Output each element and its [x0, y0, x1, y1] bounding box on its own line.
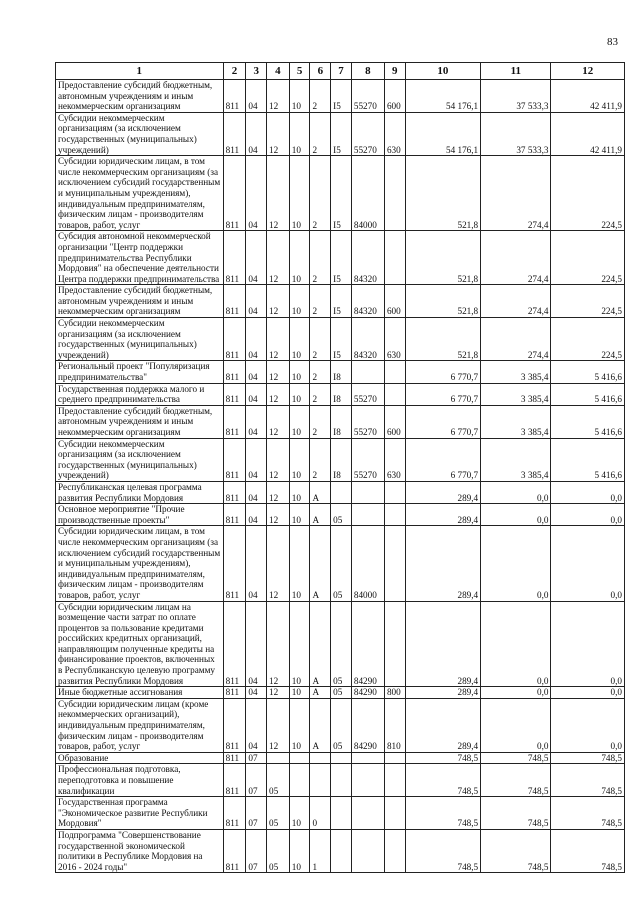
- expense-type-code: [384, 797, 405, 830]
- amount-year-2: 748,5: [481, 764, 551, 797]
- event-code: I5: [331, 318, 352, 361]
- subprogram-code: 0: [310, 797, 331, 830]
- program-code: 10: [289, 526, 310, 601]
- program-code: 10: [289, 285, 310, 318]
- direction-code: 84320: [351, 285, 384, 318]
- amount-year-3: 0,0: [551, 698, 625, 752]
- row-description: Предоставление субсидий бюджетным, автономным учреждениям и иным некоммерческим организациям: [56, 80, 224, 113]
- amount-year-1: 521,8: [405, 156, 481, 231]
- subsection-code: 05: [267, 829, 290, 872]
- amount-year-3: 42 411,9: [551, 112, 625, 155]
- table-row: [56, 361, 625, 383]
- row-description: Предоставление субсидий бюджетным, автономным учреждениям и иным некоммерческим организациям: [56, 285, 224, 318]
- section-code: 04: [246, 285, 267, 318]
- amount-year-3: 0,0: [551, 504, 625, 526]
- expense-type-code: [384, 752, 405, 764]
- section-code: 04: [246, 383, 267, 405]
- amount-year-1: 521,8: [405, 318, 481, 361]
- admin-code: 811: [223, 601, 246, 687]
- budget-table: [55, 62, 625, 873]
- amount-year-1: 521,8: [405, 285, 481, 318]
- section-code: 04: [246, 481, 267, 503]
- program-code: 10: [289, 481, 310, 503]
- section-code: 04: [246, 504, 267, 526]
- col-header: 5: [289, 63, 310, 80]
- admin-code: 811: [223, 156, 246, 231]
- amount-year-1: 521,8: [405, 231, 481, 285]
- expense-type-code: 600: [384, 405, 405, 438]
- table-row: [56, 526, 625, 601]
- amount-year-3: 42 411,9: [551, 80, 625, 113]
- row-description: Основное мероприятие "Прочие производственные проекты": [56, 504, 224, 526]
- admin-code: 811: [223, 231, 246, 285]
- subprogram-code: 2: [310, 156, 331, 231]
- amount-year-1: 6 770,7: [405, 383, 481, 405]
- row-description: Субсидии некоммерческим организациям (за исключением государственных (муниципальных) учреждений): [56, 318, 224, 361]
- row-description: Предоставление субсидий бюджетным, автономным учреждениям и иным некоммерческим организациям: [56, 405, 224, 438]
- direction-code: 84000: [351, 156, 384, 231]
- expense-type-code: 600: [384, 80, 405, 113]
- page-number: 83: [607, 36, 618, 48]
- section-code: 04: [246, 438, 267, 481]
- program-code: 10: [289, 438, 310, 481]
- amount-year-2: 3 385,4: [481, 361, 551, 383]
- subprogram-code: А: [310, 687, 331, 699]
- section-code: 04: [246, 601, 267, 687]
- table-row: [56, 80, 625, 113]
- program-code: 10: [289, 361, 310, 383]
- subsection-code: 12: [267, 80, 290, 113]
- event-code: I5: [331, 80, 352, 113]
- subsection-code: 12: [267, 526, 290, 601]
- subsection-code: 12: [267, 405, 290, 438]
- admin-code: 811: [223, 361, 246, 383]
- section-code: 04: [246, 687, 267, 699]
- amount-year-2: 274,4: [481, 231, 551, 285]
- amount-year-3: 224,5: [551, 156, 625, 231]
- subprogram-code: 2: [310, 361, 331, 383]
- expense-type-code: 600: [384, 285, 405, 318]
- program-code: 10: [289, 318, 310, 361]
- direction-code: 55270: [351, 112, 384, 155]
- header-row: [56, 63, 625, 80]
- program-code: 10: [289, 829, 310, 872]
- amount-year-1: 289,4: [405, 601, 481, 687]
- row-description: Субсидии юридическим лицам, в том числе некоммерческим организациям (за исключением субсидий государственным и муниципальным учреждениям), индивидуальным предпринимателям, физическим лицам - производителям товаров, работ, услуг: [56, 156, 224, 231]
- program-code: 10: [289, 156, 310, 231]
- event-code: 05: [331, 698, 352, 752]
- direction-code: 55270: [351, 405, 384, 438]
- col-header: 12: [551, 63, 625, 80]
- program-code: 10: [289, 797, 310, 830]
- amount-year-2: 37 533,3: [481, 80, 551, 113]
- section-code: 04: [246, 80, 267, 113]
- section-code: 04: [246, 231, 267, 285]
- subprogram-code: 2: [310, 383, 331, 405]
- admin-code: 811: [223, 504, 246, 526]
- amount-year-1: 748,5: [405, 829, 481, 872]
- section-code: 07: [246, 764, 267, 797]
- amount-year-3: 0,0: [551, 687, 625, 699]
- subprogram-code: А: [310, 601, 331, 687]
- amount-year-2: 748,5: [481, 797, 551, 830]
- amount-year-1: 6 770,7: [405, 405, 481, 438]
- expense-type-code: 800: [384, 687, 405, 699]
- table-row: [56, 687, 625, 699]
- row-description: Государственная поддержка малого и среднего предпринимательства: [56, 383, 224, 405]
- section-code: 04: [246, 361, 267, 383]
- admin-code: 811: [223, 698, 246, 752]
- amount-year-2: 748,5: [481, 752, 551, 764]
- subprogram-code: 2: [310, 285, 331, 318]
- admin-code: 811: [223, 481, 246, 503]
- table-row: [56, 698, 625, 752]
- subsection-code: 12: [267, 318, 290, 361]
- amount-year-3: 224,5: [551, 285, 625, 318]
- amount-year-3: 0,0: [551, 481, 625, 503]
- amount-year-2: 0,0: [481, 504, 551, 526]
- table-row: [56, 318, 625, 361]
- row-description: Образование: [56, 752, 224, 764]
- expense-type-code: [384, 526, 405, 601]
- admin-code: 811: [223, 405, 246, 438]
- expense-type-code: [384, 231, 405, 285]
- section-code: 04: [246, 112, 267, 155]
- subprogram-code: А: [310, 526, 331, 601]
- amount-year-2: 0,0: [481, 698, 551, 752]
- table-row: [56, 764, 625, 797]
- amount-year-3: 748,5: [551, 764, 625, 797]
- amount-year-3: 5 416,6: [551, 438, 625, 481]
- table-row: [56, 156, 625, 231]
- row-description: Субсидии некоммерческим организациям (за исключением государственных (муниципальных) учреждений): [56, 438, 224, 481]
- expense-type-code: 810: [384, 698, 405, 752]
- direction-code: [351, 797, 384, 830]
- direction-code: [351, 752, 384, 764]
- event-code: I8: [331, 405, 352, 438]
- section-code: 07: [246, 797, 267, 830]
- table-row: [56, 112, 625, 155]
- admin-code: 811: [223, 438, 246, 481]
- admin-code: 811: [223, 318, 246, 361]
- admin-code: 811: [223, 112, 246, 155]
- amount-year-3: 0,0: [551, 601, 625, 687]
- subsection-code: 05: [267, 764, 290, 797]
- amount-year-2: 748,5: [481, 829, 551, 872]
- subsection-code: 12: [267, 687, 290, 699]
- row-description: Субсидии юридическим лицам на возмещение части затрат по оплате процентов за пользование кредитами российских кредитных организаций, направляющим полученные кредиты на финансирование проектов, включенных в Республиканскую целевую программу развития Республики Мордовия: [56, 601, 224, 687]
- section-code: 04: [246, 698, 267, 752]
- section-code: 04: [246, 156, 267, 231]
- table-row: [56, 752, 625, 764]
- expense-type-code: [384, 361, 405, 383]
- subsection-code: 12: [267, 156, 290, 231]
- section-code: 07: [246, 829, 267, 872]
- direction-code: [351, 764, 384, 797]
- amount-year-2: 0,0: [481, 687, 551, 699]
- amount-year-3: 5 416,6: [551, 383, 625, 405]
- direction-code: 84320: [351, 231, 384, 285]
- event-code: [331, 829, 352, 872]
- subprogram-code: 2: [310, 405, 331, 438]
- subsection-code: 12: [267, 285, 290, 318]
- expense-type-code: [384, 764, 405, 797]
- expense-type-code: [384, 829, 405, 872]
- expense-type-code: 630: [384, 112, 405, 155]
- table-row: [56, 231, 625, 285]
- program-code: 10: [289, 405, 310, 438]
- program-code: 10: [289, 231, 310, 285]
- row-description: Профессиональная подготовка, переподготовка и повышение квалификации: [56, 764, 224, 797]
- direction-code: [351, 361, 384, 383]
- direction-code: 55270: [351, 80, 384, 113]
- event-code: [331, 481, 352, 503]
- row-description: Подпрограмма "Совершенствование государственной экономической политики в Республике Мордовия на 2016 - 2024 годы": [56, 829, 224, 872]
- amount-year-1: 748,5: [405, 764, 481, 797]
- table-row: [56, 438, 625, 481]
- event-code: [331, 797, 352, 830]
- table-row: [56, 405, 625, 438]
- program-code: [289, 764, 310, 797]
- admin-code: 811: [223, 687, 246, 699]
- amount-year-1: 289,4: [405, 526, 481, 601]
- direction-code: 55270: [351, 383, 384, 405]
- direction-code: 84320: [351, 318, 384, 361]
- table-row: [56, 285, 625, 318]
- col-header: 8: [351, 63, 384, 80]
- section-code: 04: [246, 318, 267, 361]
- direction-code: 84290: [351, 698, 384, 752]
- direction-code: [351, 481, 384, 503]
- direction-code: 84290: [351, 687, 384, 699]
- subsection-code: [267, 752, 290, 764]
- program-code: 10: [289, 383, 310, 405]
- row-description: Субсидия автономной некоммерческой организации "Центр поддержки предпринимательства Республики Мордовия" на обеспечение деятельности Центра поддержки предпринимательства: [56, 231, 224, 285]
- col-header: 11: [481, 63, 551, 80]
- program-code: 10: [289, 504, 310, 526]
- amount-year-2: 0,0: [481, 481, 551, 503]
- amount-year-2: 274,4: [481, 285, 551, 318]
- amount-year-2: 3 385,4: [481, 405, 551, 438]
- row-description: Иные бюджетные ассигнования: [56, 687, 224, 699]
- program-code: 10: [289, 601, 310, 687]
- section-code: 04: [246, 405, 267, 438]
- admin-code: 811: [223, 797, 246, 830]
- col-header: 9: [384, 63, 405, 80]
- subsection-code: 12: [267, 481, 290, 503]
- admin-code: 811: [223, 383, 246, 405]
- expense-type-code: 630: [384, 318, 405, 361]
- row-description: Республиканская целевая программа развития Республики Мордовия: [56, 481, 224, 503]
- amount-year-3: 5 416,6: [551, 405, 625, 438]
- admin-code: 811: [223, 752, 246, 764]
- amount-year-1: 6 770,7: [405, 438, 481, 481]
- event-code: 05: [331, 601, 352, 687]
- direction-code: 84000: [351, 526, 384, 601]
- amount-year-1: 748,5: [405, 797, 481, 830]
- section-code: 07: [246, 752, 267, 764]
- subprogram-code: А: [310, 481, 331, 503]
- subsection-code: 12: [267, 698, 290, 752]
- event-code: 05: [331, 504, 352, 526]
- subsection-code: 12: [267, 361, 290, 383]
- subprogram-code: 2: [310, 112, 331, 155]
- amount-year-1: 748,5: [405, 752, 481, 764]
- expense-type-code: [384, 504, 405, 526]
- event-code: I5: [331, 285, 352, 318]
- subsection-code: 12: [267, 601, 290, 687]
- section-code: 04: [246, 526, 267, 601]
- program-code: 10: [289, 698, 310, 752]
- event-code: [331, 764, 352, 797]
- event-code: I8: [331, 438, 352, 481]
- table-row: [56, 504, 625, 526]
- amount-year-1: 289,4: [405, 687, 481, 699]
- amount-year-3: 748,5: [551, 797, 625, 830]
- event-code: 05: [331, 687, 352, 699]
- amount-year-3: 224,5: [551, 318, 625, 361]
- amount-year-3: 5 416,6: [551, 361, 625, 383]
- amount-year-2: 274,4: [481, 156, 551, 231]
- expense-type-code: [384, 156, 405, 231]
- event-code: I8: [331, 383, 352, 405]
- amount-year-3: 0,0: [551, 526, 625, 601]
- amount-year-1: 54 176,1: [405, 80, 481, 113]
- program-code: 10: [289, 80, 310, 113]
- admin-code: 811: [223, 526, 246, 601]
- row-description: Региональный проект "Популяризация предпринимательства": [56, 361, 224, 383]
- amount-year-1: 6 770,7: [405, 361, 481, 383]
- amount-year-2: 0,0: [481, 601, 551, 687]
- subsection-code: 12: [267, 504, 290, 526]
- expense-type-code: [384, 383, 405, 405]
- table-row: [56, 829, 625, 872]
- admin-code: 811: [223, 80, 246, 113]
- row-description: Государственная программа "Экономическое развитие Республики Мордовия": [56, 797, 224, 830]
- amount-year-1: 289,4: [405, 698, 481, 752]
- subprogram-code: 2: [310, 438, 331, 481]
- col-header: 1: [56, 63, 224, 80]
- amount-year-3: 748,5: [551, 752, 625, 764]
- program-code: [289, 752, 310, 764]
- subsection-code: 12: [267, 231, 290, 285]
- direction-code: [351, 829, 384, 872]
- subprogram-code: [310, 752, 331, 764]
- program-code: 10: [289, 112, 310, 155]
- expense-type-code: 630: [384, 438, 405, 481]
- table-row: [56, 383, 625, 405]
- amount-year-2: 0,0: [481, 526, 551, 601]
- subprogram-code: 1: [310, 829, 331, 872]
- subsection-code: 12: [267, 112, 290, 155]
- amount-year-1: 54 176,1: [405, 112, 481, 155]
- admin-code: 811: [223, 285, 246, 318]
- amount-year-3: 224,5: [551, 231, 625, 285]
- subsection-code: 05: [267, 797, 290, 830]
- amount-year-1: 289,4: [405, 504, 481, 526]
- amount-year-2: 37 533,3: [481, 112, 551, 155]
- col-header: 4: [267, 63, 290, 80]
- event-code: I5: [331, 112, 352, 155]
- row-description: Субсидии некоммерческим организациям (за исключением государственных (муниципальных) учреждений): [56, 112, 224, 155]
- event-code: 05: [331, 526, 352, 601]
- col-header: 10: [405, 63, 481, 80]
- direction-code: 84290: [351, 601, 384, 687]
- event-code: [331, 752, 352, 764]
- subprogram-code: А: [310, 698, 331, 752]
- amount-year-2: 274,4: [481, 318, 551, 361]
- subprogram-code: 2: [310, 231, 331, 285]
- subprogram-code: 2: [310, 80, 331, 113]
- expense-type-code: [384, 481, 405, 503]
- expense-type-code: [384, 601, 405, 687]
- amount-year-2: 3 385,4: [481, 438, 551, 481]
- col-header: 2: [223, 63, 246, 80]
- event-code: I5: [331, 156, 352, 231]
- amount-year-2: 3 385,4: [481, 383, 551, 405]
- subprogram-code: [310, 764, 331, 797]
- col-header: 6: [310, 63, 331, 80]
- subsection-code: 12: [267, 383, 290, 405]
- table-row: [56, 797, 625, 830]
- row-description: Субсидии юридическим лицам (кроме некоммерческих организаций), индивидуальным предпринимателям, физическим лицам - производителям товаров, работ, услуг: [56, 698, 224, 752]
- direction-code: [351, 504, 384, 526]
- col-header: 7: [331, 63, 352, 80]
- event-code: I5: [331, 231, 352, 285]
- subsection-code: 12: [267, 438, 290, 481]
- admin-code: 811: [223, 764, 246, 797]
- event-code: I8: [331, 361, 352, 383]
- amount-year-3: 748,5: [551, 829, 625, 872]
- amount-year-1: 289,4: [405, 481, 481, 503]
- direction-code: 55270: [351, 438, 384, 481]
- admin-code: 811: [223, 829, 246, 872]
- subprogram-code: 2: [310, 318, 331, 361]
- row-description: Субсидии юридическим лицам, в том числе некоммерческим организациям (за исключением субсидий государственным и муниципальным учреждениям), индивидуальным предпринимателям, физическим лицам - производителям товаров, работ, услуг: [56, 526, 224, 601]
- subprogram-code: А: [310, 504, 331, 526]
- table-row: [56, 481, 625, 503]
- col-header: 3: [246, 63, 267, 80]
- program-code: 10: [289, 687, 310, 699]
- table-row: [56, 601, 625, 687]
